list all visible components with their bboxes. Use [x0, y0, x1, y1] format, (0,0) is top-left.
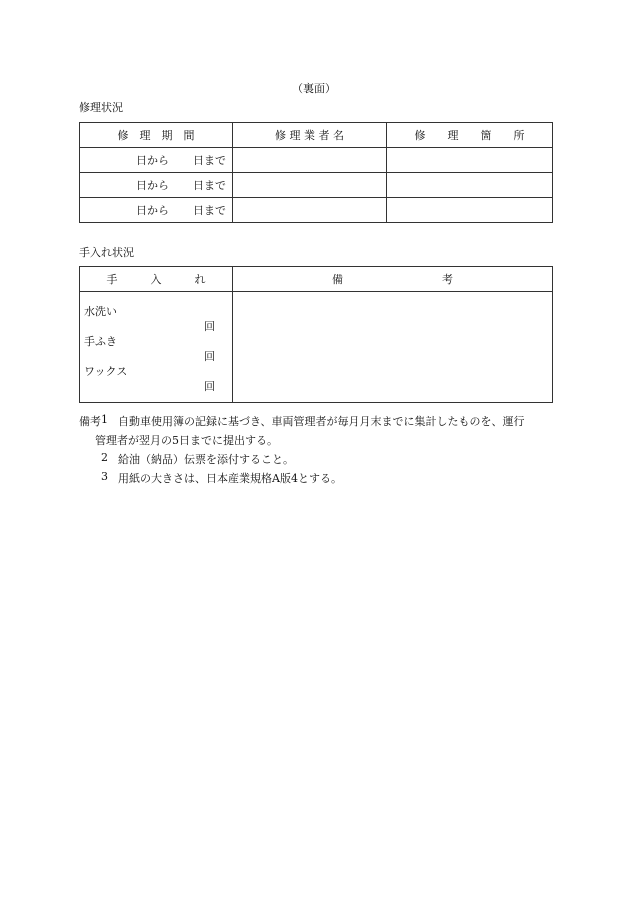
header-repair-location: 修 理 箇 所 — [387, 123, 553, 148]
care-item-unit: 回 — [204, 380, 215, 393]
from-label: 日から — [136, 204, 169, 217]
care-item-label: ワックス — [84, 365, 128, 378]
note-text: 給油（納品）伝票を添付すること。 — [118, 453, 294, 466]
note-number: 3 — [101, 470, 108, 483]
repair-period-cell[interactable] — [80, 198, 233, 223]
care-item-label: 手ふき — [84, 335, 117, 348]
repair-vendor-cell[interactable] — [233, 198, 387, 223]
repair-vendor-cell[interactable] — [233, 148, 387, 173]
note-text: 管理者が翌月の5日までに提出する。 — [95, 434, 278, 447]
care-item-label: 水洗い — [84, 305, 117, 318]
until-label: 日まで — [193, 179, 226, 192]
repair-period-cell[interactable] — [80, 173, 233, 198]
table-row — [80, 198, 553, 223]
care-items-cell — [80, 292, 233, 403]
page-heading: （裏面） — [292, 82, 336, 95]
note-number: 1 — [101, 413, 108, 426]
header-remarks: 備 考 — [233, 267, 553, 292]
repair-vendor-cell[interactable] — [233, 173, 387, 198]
notes-label: 備考 — [79, 415, 101, 428]
care-item-unit: 回 — [204, 350, 215, 363]
repair-table — [79, 122, 553, 223]
care-item-unit: 回 — [204, 320, 215, 333]
care-remarks-cell[interactable] — [233, 292, 553, 403]
repair-location-cell[interactable] — [387, 198, 553, 223]
until-label: 日まで — [193, 154, 226, 167]
note-number: 2 — [101, 451, 108, 464]
header-care: 手 入 れ — [80, 267, 233, 292]
table-row — [80, 173, 553, 198]
from-label: 日から — [136, 154, 169, 167]
header-repair-vendor: 修 理 業 者 名 — [233, 123, 387, 148]
table-row — [80, 148, 553, 173]
repair-period-cell[interactable] — [80, 148, 233, 173]
until-label: 日まで — [193, 204, 226, 217]
note-text: 用紙の大きさは、日本産業規格A版4とする。 — [118, 472, 342, 485]
note-text: 自動車使用簿の記録に基づき、車両管理者が毎月月末までに集計したものを、運行 — [118, 415, 525, 428]
care-table — [79, 266, 553, 403]
header-repair-period: 修 理 期 間 — [80, 123, 233, 148]
care-section-title: 手入れ状況 — [79, 246, 134, 259]
repair-section-title: 修理状況 — [79, 101, 123, 114]
from-label: 日から — [136, 179, 169, 192]
repair-location-cell[interactable] — [387, 148, 553, 173]
repair-location-cell[interactable] — [387, 173, 553, 198]
